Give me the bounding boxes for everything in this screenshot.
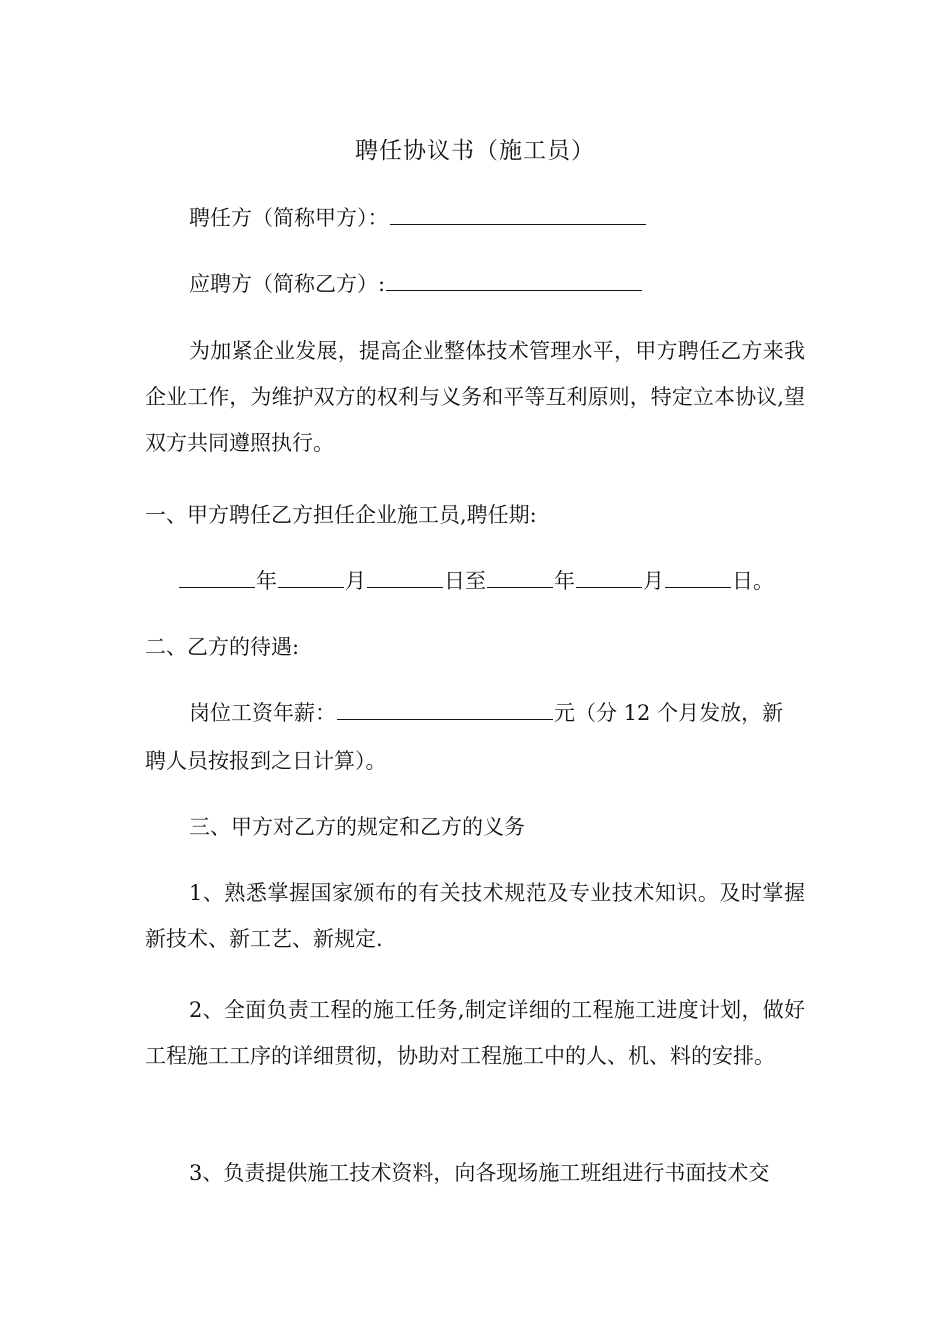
period-line [178,563,848,599]
intro-paragraph: 为加紧企业发展，提高企业整体技术管理水平，甲方聘任乙方来我企业工作，为维护双方的权利与义务和平等互利原则，特定立本协议,望双方共同遵照执行。 [145,339,805,455]
party-b-line [189,266,859,302]
period-year2-blank [487,565,553,588]
period-month2-blank [576,565,642,588]
period-year1: 年 [256,569,277,593]
party-a-line [189,200,859,236]
party-b-label: 应聘方（简称乙方）: [189,272,386,296]
item-2: 2、全面负责工程的施工任务,制定详细的工程施工进度计划，做好工程施工工序的详细贯彻，协助对工程施工中的人、机、料的安排。 [145,998,805,1068]
party-a-label: 聘任方（简称甲方）： [189,206,389,230]
section1-heading: 一、甲方聘任乙方担任企业施工员,聘任期: [145,503,537,527]
period-year2: 年 [554,569,575,593]
period-month1: 月 [345,569,366,593]
salary-blank [337,697,553,720]
period-day-to: 日至 [444,569,486,593]
period-year1-blank [179,565,255,588]
period-month1-blank [278,565,344,588]
salary-line2: 聘人员按报到之日计算）。 [145,749,387,773]
section3-heading: 三、甲方对乙方的规定和乙方的义务 [189,815,525,839]
period-month2: 月 [643,569,664,593]
item-1: 1、熟悉掌握国家颁布的有关技术规范及专业技术知识。及时掌握新技术、新工艺、新规定. [145,881,805,951]
item-3: 3、负责提供施工技术资料，向各现场施工班组进行书面技术交 [189,1161,770,1185]
period-day1-blank [367,565,443,588]
document-title: 聘任协议书（施工员） [355,138,595,164]
party-b-blank [386,268,642,291]
period-day2-blank [665,565,731,588]
salary-line [189,695,859,731]
section2-heading: 二、乙方的待遇: [145,635,300,659]
party-a-blank [390,202,646,225]
salary-suffix: 元（分 12 个月发放，新 [554,701,784,725]
period-day-end: 日。 [732,569,774,593]
salary-label: 岗位工资年薪： [189,701,336,725]
